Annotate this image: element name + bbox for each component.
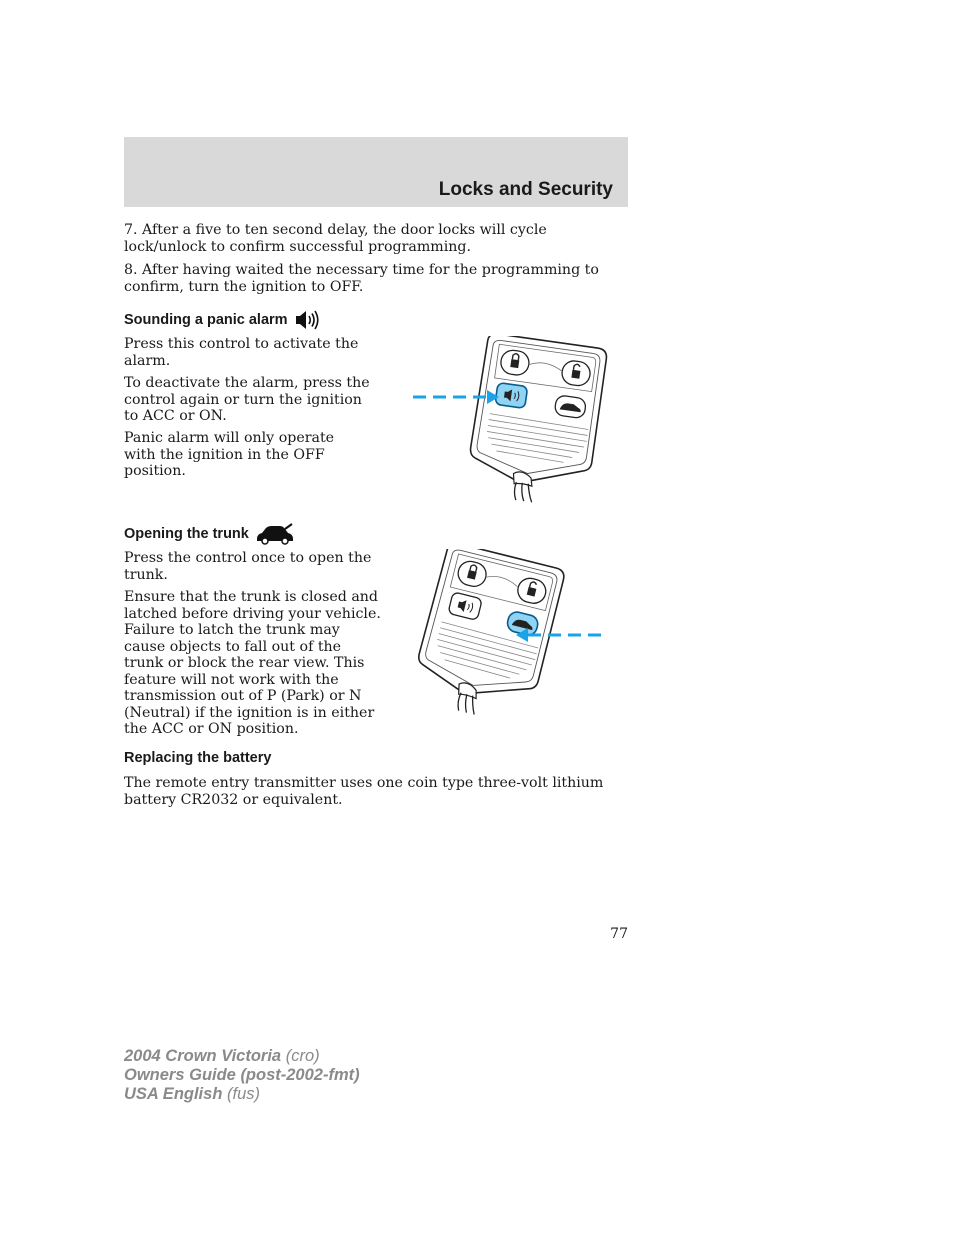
section-title: Locks and Security [438, 179, 613, 200]
page-number: 77 [610, 926, 628, 942]
panic-p1: Press this control to activate the alarm. [124, 336, 359, 369]
footer-language-code: (fus) [227, 1085, 260, 1103]
car-trunk-icon [255, 523, 295, 545]
footer-line-3 [124, 1085, 360, 1104]
section-header-band [124, 137, 628, 207]
opening-trunk-heading-text: Opening the trunk [124, 526, 249, 542]
panic-alarm-heading-text: Sounding a panic alarm [124, 312, 288, 328]
key-fob-panic-illustration [405, 336, 615, 504]
footer-language: USA English [124, 1085, 223, 1103]
footer-guide: Owners Guide (post-2002-fmt) [124, 1066, 360, 1084]
battery-p1: The remote entry transmitter uses one coin type three-volt lithium battery CR2032 or equivalent. [124, 775, 604, 808]
trunk-p1: Press the control once to open the trunk. [124, 550, 372, 583]
trunk-p2: Ensure that the trunk is closed and latched before driving your vehicle. Failure to latch the trunk may cause objects to fall out of the trunk or block the rear view. This feature will not work with the transmission out of P (Park) or N (Neutral) if the ignition is in either the ACC or ON position. [124, 589, 381, 737]
panic-p2: To deactivate the alarm, press the control again or turn the ignition to ACC or ON. [124, 375, 370, 424]
opening-trunk-heading [124, 523, 295, 545]
speaker-icon [294, 309, 320, 331]
replacing-battery-heading-text: Replacing the battery [124, 750, 272, 766]
footer-line-2 [124, 1066, 360, 1085]
replacing-battery-heading [124, 750, 271, 766]
key-fob-trunk-illustration [406, 549, 616, 717]
step-8-text: 8. After having waited the necessary time for the programming to confirm, turn the ignition to OFF. [124, 262, 599, 295]
panic-p3: Panic alarm will only operate with the ignition in the OFF position. [124, 430, 335, 479]
step-7-text: 7. After a five to ten second delay, the door locks will cycle lock/unlock to confirm successful programming. [124, 222, 547, 255]
footer-line-1 [124, 1047, 360, 1066]
footer-model-code: (cro) [285, 1047, 320, 1065]
panic-alarm-heading [124, 309, 320, 331]
footer-model: 2004 Crown Victoria [124, 1047, 282, 1065]
document-footer [124, 1047, 360, 1104]
